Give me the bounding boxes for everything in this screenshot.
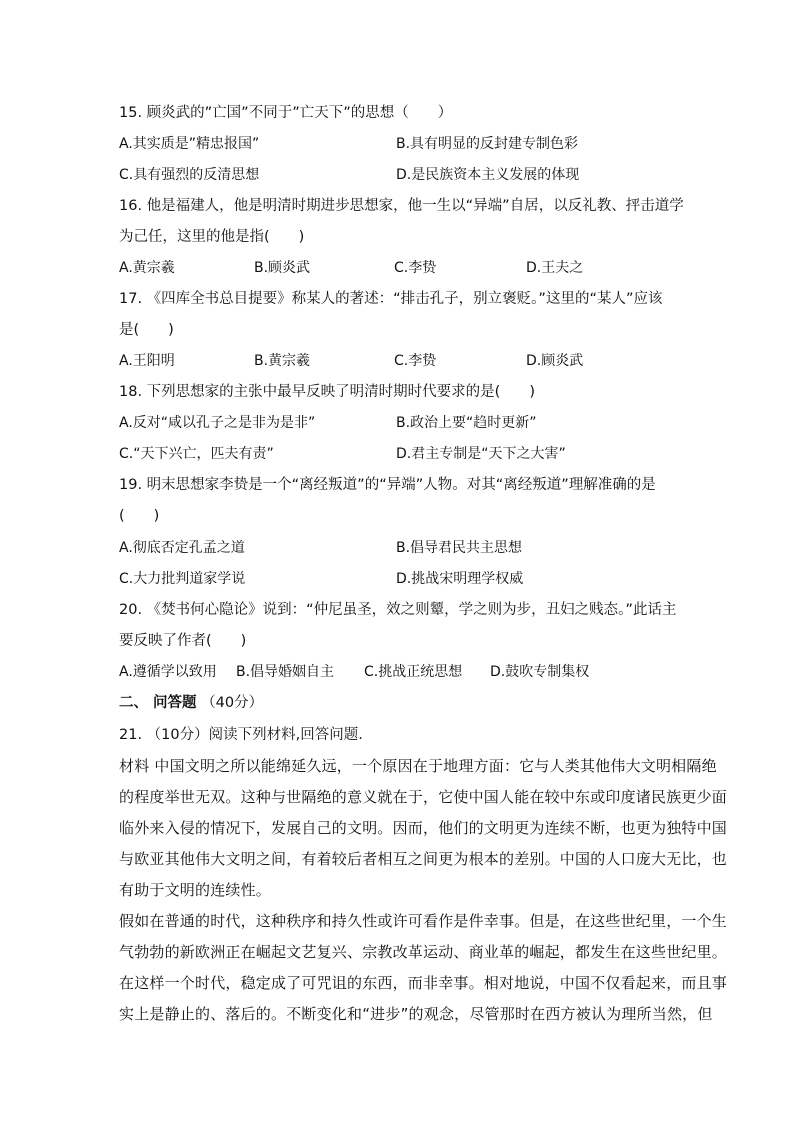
q18-option-b: B.政治上要“趋时更新” (396, 415, 537, 431)
q19-option-d: D.挑战宋明理学权威 (396, 571, 524, 587)
q20-option-b: B.倡导婚姻自主 (236, 664, 335, 680)
q20-stem-line2: 要反映了作者( ) (119, 633, 247, 649)
q20-option-a: A.遵循学以致用 (119, 664, 217, 680)
q17-stem-line1: 17. 《四库全书总目提要》称某人的著述：“排击孔子，别立褒贬。”这里的“某人”应该 (119, 291, 663, 307)
q19-stem-line2: ( ) (119, 508, 160, 524)
section-heading (119, 693, 263, 713)
q21-stem: 21. （10分）阅读下列材料,回答问题. (119, 727, 363, 743)
q16-stem-line2: 为己任，这里的他是指( ) (119, 229, 305, 245)
material-line: 假如在普通的时代，这种秩序和持久性或许可看作是件幸事。但是，在这些世纪里，一个生 (119, 912, 728, 930)
q17-option-a: A.王阳明 (119, 353, 175, 369)
q15-stem: 15. 顾炎武的”亡国”不同于”亡天下”的思想（ ） (119, 105, 453, 121)
q16-option-a: A.黄宗羲 (119, 260, 175, 276)
material-line: 的程度举世无双。这种与世隔绝的意义就在于，它使中国人能在较中东或印度诸民族更少面 (119, 788, 728, 806)
material-line: 有助于文明的连续性。 (119, 881, 272, 899)
q15-option-c: C.具有强烈的反清思想 (119, 167, 260, 183)
q19-option-c: C.大力批判道家学说 (119, 571, 246, 587)
q15-option-a: A.其实质是”精忠报国” (119, 136, 260, 152)
q17-option-b: B.黄宗羲 (254, 353, 311, 369)
material-line: 气勃勃的新欧洲正在崛起文艺复兴、宗教改革运动、商业革的崛起，都发生在这些世纪里。 (119, 943, 728, 961)
q20-option-d: D.鼓吹专制集权 (490, 664, 590, 680)
section-heading-score: （40分） (201, 695, 264, 711)
q19-option-b: B.倡导君民共主思想 (396, 540, 523, 556)
material-line: 材料 中国文明之所以能绵延久远，一个原因在于地理方面：它与人类其他伟大文明相隔绝 (119, 757, 717, 775)
section-heading-title: 二、 问答题 (119, 695, 197, 711)
q18-option-d: D.君主专制是“天下之大害” (396, 446, 566, 462)
q15-option-b: B.具有明显的反封建专制色彩 (396, 136, 579, 152)
q19-stem-line1: 19. 明末思想家李贽是一个“离经叛道”的“异端”人物。对其“离经叛道”理解准确的是 (119, 477, 656, 493)
q18-option-c: C.“天下兴亡，匹夫有责” (119, 446, 274, 462)
q16-option-d: D.王夫之 (526, 260, 584, 276)
q17-option-d: D.顾炎武 (526, 353, 584, 369)
material-line: 临外来入侵的情况下，发展自己的文明。因而，他们的文明更为连续不断，也更为独特中国 (119, 819, 728, 837)
q20-option-c: C.挑战正统思想 (364, 664, 463, 680)
q20-stem-line1: 20. 《焚书何心隐论》说到：“仲尼虽圣，效之则颦，学之则为步，丑妇之贱态。”此话主 (119, 602, 677, 618)
q18-option-a: A.反对“咸以孔子之是非为是非” (119, 415, 316, 431)
q17-option-c: C.李贽 (394, 353, 437, 369)
material-line: 实上是静止的、落后的。不断变化和“进步”的观念，尽管那时在西方被认为理所当然，但 (119, 1005, 713, 1023)
q16-option-b: B.顾炎武 (254, 260, 311, 276)
q16-option-c: C.李贽 (394, 260, 437, 276)
q18-stem: 18. 下列思想家的主张中最早反映了明清时期时代要求的是( ) (119, 384, 535, 400)
material-line: 与欧亚其他伟大文明之间，有着较后者相互之间更为根本的差别。中国的人口庞大无比，也 (119, 850, 728, 868)
material-line: 在这样一个时代，稳定成了可咒诅的东西，而非幸事。相对地说，中国不仅看起来，而且事 (119, 974, 728, 992)
q15-option-d: D.是民族资本主义发展的体现 (396, 167, 580, 183)
q16-stem-line1: 16. 他是福建人，他是明清时期进步思想家，他一生以“异端”自居，以反礼教、抨击道学 (119, 198, 684, 214)
q19-option-a: A.彻底否定孔孟之道 (119, 540, 245, 556)
q17-stem-line2: 是( ) (119, 322, 174, 338)
